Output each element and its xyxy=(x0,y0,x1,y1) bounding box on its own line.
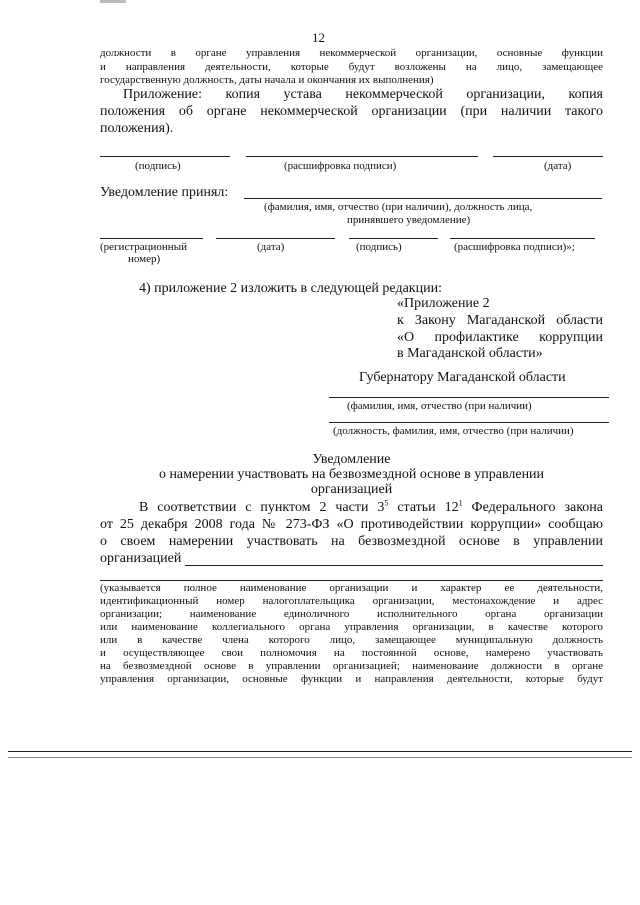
intro-line-3: государственную должность, даты начала и окончания их выполнения) xyxy=(100,74,434,86)
reg-date-line xyxy=(216,238,335,239)
attachment-line-1: Приложение: копия устава некоммерческой организации, копия xyxy=(123,87,603,102)
body-fill-line-2 xyxy=(100,580,603,581)
body-line-1c: Федерального закона xyxy=(471,500,603,515)
scan-artifact xyxy=(100,0,126,3)
body-line-2: от 25 декабря 2008 года № 273-ФЗ «О противодействии коррупции» сообщаю xyxy=(100,517,603,532)
reg-decode-caption: (расшифровка подписи)»; xyxy=(454,241,575,253)
body-line-3: о своем намерении участвовать на безвозмездной основе в управлении xyxy=(100,534,603,549)
attachment-line-3: положения). xyxy=(100,121,174,136)
footnote-line-8: управления организации, основные функции и направления деятельности, которые будут xyxy=(100,673,603,685)
intro-line-1: должности в органе управления некоммерческой организации, основные функции xyxy=(100,47,603,59)
reg-line xyxy=(100,238,203,239)
body-line-1a: В соответствии с пунктом 2 части 3 xyxy=(139,500,385,515)
addressee-hint-1: (фамилия, имя, отчество (при наличии) xyxy=(347,400,532,412)
appendix-line-4: в Магаданской области» xyxy=(397,346,543,361)
appendix-line-1: «Приложение 2 xyxy=(397,296,490,311)
footnote-line-7: на безвозмездной основе в управлении организацией; наименование должности в органе xyxy=(100,660,603,672)
received-hint-2: принявшего уведомление) xyxy=(347,214,471,226)
received-label: Уведомление принял: xyxy=(100,185,229,200)
appendix-line-3: «О профилактике коррупции xyxy=(397,330,603,345)
received-hint-1: (фамилия, имя, отчество (при наличии), должность лица, xyxy=(264,201,533,213)
footnote-line-6: и осуществляющее свои полномочия на постоянной основе, намерено участвовать xyxy=(100,647,603,659)
addressee-hint-2: (должность, фамилия, имя, отчество (при наличии) xyxy=(333,425,574,437)
footnote-line-4: или наименование коллегиального органа управления организации, в качестве которого xyxy=(100,621,603,633)
reg-sign-line xyxy=(349,238,438,239)
notice-title: Уведомление xyxy=(312,452,391,467)
decode-line xyxy=(246,156,478,157)
body-sup-1: 5 xyxy=(384,498,389,508)
intro-line-2: и направления деятельности, которые будут возложены на лицо, замещающее xyxy=(100,61,603,73)
page-bottom-edge xyxy=(8,751,632,752)
body-line-1b: статьи 12 xyxy=(397,500,459,515)
appendix-line-2: к Закону Магаданской области xyxy=(397,313,603,328)
attachment-line-2: положения об органе некоммерческой организации (при наличии такого xyxy=(100,104,603,119)
notice-subtitle-1: о намерении участвовать на безвозмездной основе в управлении xyxy=(158,467,545,482)
reg-sign-caption: (подпись) xyxy=(356,241,402,253)
item-4: 4) приложение 2 изложить в следующей редакции: xyxy=(139,281,442,296)
date-line xyxy=(493,156,603,157)
body-line-1 xyxy=(139,500,603,516)
footnote-line-5: или в качестве члена которого лицо, замещающее муниципальную должность xyxy=(100,634,603,646)
governor-line: Губернатору Магаданской области xyxy=(359,370,566,385)
reg-date-caption: (дата) xyxy=(257,241,285,253)
footnote-line-3: организации; наименование единоличного исполнительного органа организации xyxy=(100,608,603,620)
footnote-line-1: (указывается полное наименование организации и характер ее деятельности, xyxy=(100,582,603,594)
reg-caption-1: (регистрационный xyxy=(100,241,187,253)
addressee-line-2 xyxy=(329,422,609,423)
page-bottom-edge-shadow xyxy=(8,757,632,758)
notice-subtitle-2: организацией xyxy=(310,482,393,497)
reg-decode-line xyxy=(450,238,595,239)
body-sup-2: 1 xyxy=(458,498,463,508)
footnote-line-2: идентификационный номер налогоплательщика организации, местонахождение и адрес xyxy=(100,595,603,607)
page-number: 12 xyxy=(312,30,325,45)
sign-line xyxy=(100,156,230,157)
reg-caption-2: номер) xyxy=(128,253,161,265)
body-fill-line-1 xyxy=(185,565,603,566)
received-line xyxy=(244,198,602,199)
body-line-4: организацией xyxy=(100,551,182,566)
sign-caption: (подпись) xyxy=(135,160,181,172)
addressee-line-1 xyxy=(329,397,609,398)
decode-caption: (расшифровка подписи) xyxy=(284,160,397,172)
date-caption: (дата) xyxy=(544,160,572,172)
